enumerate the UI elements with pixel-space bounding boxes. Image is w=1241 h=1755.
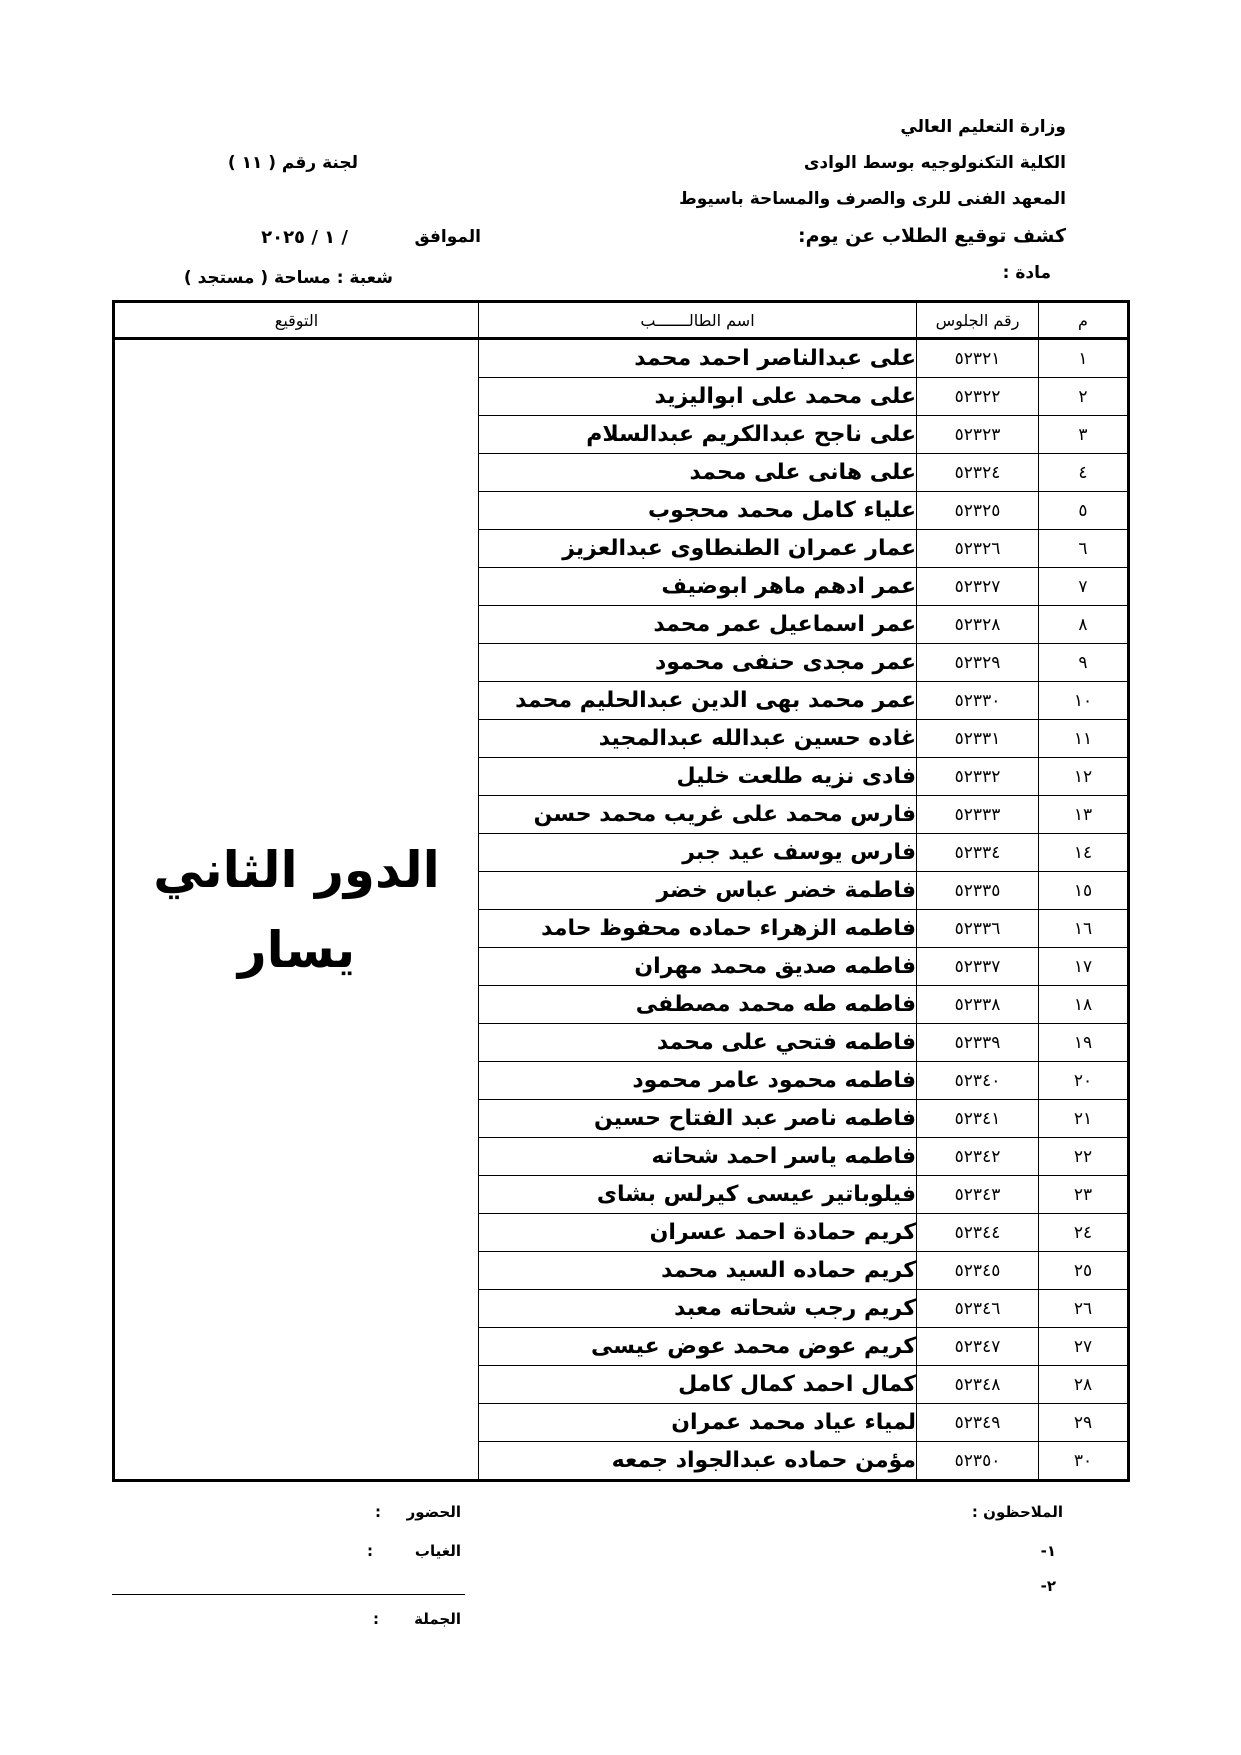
seat-number: ٥٢٣٥٠ <box>917 1442 1039 1481</box>
student-name: على محمد على ابواليزيد <box>479 378 917 416</box>
row-index: ٢٩ <box>1039 1404 1129 1442</box>
row-index: ٢١ <box>1039 1100 1129 1138</box>
student-name: فيلوباتير عيسى كيرلس بشاى <box>479 1176 917 1214</box>
seat-number: ٥٢٣٤٧ <box>917 1328 1039 1366</box>
table-header-row <box>114 302 1129 339</box>
student-name: فارس يوسف عيد جبر <box>479 834 917 872</box>
college-title: الكلية التكنولوجيه بوسط الوادى <box>803 153 1066 173</box>
exam-date: / ١ / ٢٠٢٥ <box>261 227 348 248</box>
seat-number: ٥٢٣٢٦ <box>917 530 1039 568</box>
row-index: ٧ <box>1039 568 1129 606</box>
student-name: كريم حمادة احمد عسران <box>479 1214 917 1252</box>
seat-number: ٥٢٣٤٥ <box>917 1252 1039 1290</box>
seat-number: ٥٢٣٢٨ <box>917 606 1039 644</box>
row-index: ٥ <box>1039 492 1129 530</box>
seat-number: ٥٢٣٣٤ <box>917 834 1039 872</box>
row-index: ١٩ <box>1039 1024 1129 1062</box>
round-note: الدور الثاني <box>153 840 440 899</box>
seat-number: ٥٢٣٢٣ <box>917 416 1039 454</box>
student-name: عمار عمران الطنطاوى عبدالعزيز <box>479 530 917 568</box>
observer-line-2: ٢- <box>1040 1577 1056 1595</box>
seat-number: ٥٢٣٣٩ <box>917 1024 1039 1062</box>
seat-number: ٥٢٣٤٢ <box>917 1138 1039 1176</box>
section-label: شعبة : مساحة ( مستجد ) <box>183 268 393 288</box>
row-index: ١٦ <box>1039 910 1129 948</box>
row-index: ١٧ <box>1039 948 1129 986</box>
side-note: يسار <box>237 920 356 979</box>
row-index: ٢٠ <box>1039 1062 1129 1100</box>
row-index: ٣ <box>1039 416 1129 454</box>
student-name: كمال احمد كمال كامل <box>479 1366 917 1404</box>
student-name: على عبدالناصر احمد محمد <box>479 339 917 378</box>
seat-number: ٥٢٣٢٢ <box>917 378 1039 416</box>
table-row <box>114 339 1129 378</box>
attendance-label: الحضور <box>406 1503 461 1521</box>
seat-number: ٥٢٣٢٧ <box>917 568 1039 606</box>
student-name: كريم حماده السيد محمد <box>479 1252 917 1290</box>
seat-number: ٥٢٣٣٧ <box>917 948 1039 986</box>
seat-number: ٥٢٣٣٠ <box>917 682 1039 720</box>
student-name: على هانى على محمد <box>479 454 917 492</box>
seat-number: ٥٢٣٤١ <box>917 1100 1039 1138</box>
student-name: غاده حسين عبدالله عبدالمجيد <box>479 720 917 758</box>
seat-number: ٥٢٣٤٣ <box>917 1176 1039 1214</box>
absence-label: الغياب <box>414 1542 461 1560</box>
ministry-title: وزارة التعليم العالي <box>900 117 1066 137</box>
attendance-table <box>112 300 1130 1482</box>
signature-cell[interactable] <box>114 339 479 1481</box>
student-name: فارس محمد على غريب محمد حسن <box>479 796 917 834</box>
row-index: ٢٦ <box>1039 1290 1129 1328</box>
student-name: علياء كامل محمد محجوب <box>479 492 917 530</box>
seat-number: ٥٢٣٢٥ <box>917 492 1039 530</box>
student-name: فادى نزيه طلعت خليل <box>479 758 917 796</box>
total-colon: : <box>373 1610 379 1628</box>
row-index: ١٤ <box>1039 834 1129 872</box>
seat-number: ٥٢٣٢١ <box>917 339 1039 378</box>
row-index: ١٠ <box>1039 682 1129 720</box>
seat-number: ٥٢٣٤٨ <box>917 1366 1039 1404</box>
row-index: ٦ <box>1039 530 1129 568</box>
row-index: ١٣ <box>1039 796 1129 834</box>
row-index: ٨ <box>1039 606 1129 644</box>
student-name: فاطمه طه محمد مصطفى <box>479 986 917 1024</box>
row-index: ٢٤ <box>1039 1214 1129 1252</box>
observers-label: الملاحظون : <box>971 1503 1063 1521</box>
student-name: كريم عوض محمد عوض عيسى <box>479 1328 917 1366</box>
table-body <box>114 339 1129 1481</box>
seat-number: ٥٢٣٤٩ <box>917 1404 1039 1442</box>
col-header-name: اسم الطالـــــــب <box>479 302 917 339</box>
subject-label: مادة : <box>1002 263 1051 283</box>
seat-number: ٥٢٣٣٢ <box>917 758 1039 796</box>
student-name: فاطمه الزهراء حماده محفوظ حامد <box>479 910 917 948</box>
student-name: عمر مجدى حنفى محمود <box>479 644 917 682</box>
student-name: فاطمه صديق محمد مهران <box>479 948 917 986</box>
total-divider <box>112 1594 465 1595</box>
student-name: فاطمه فتحي على محمد <box>479 1024 917 1062</box>
seat-number: ٥٢٣٣٣ <box>917 796 1039 834</box>
row-index: ٢٧ <box>1039 1328 1129 1366</box>
col-header-seat: رقم الجلوس <box>917 302 1039 339</box>
col-header-index: م <box>1039 302 1129 339</box>
student-name: عمر ادهم ماهر ابوضيف <box>479 568 917 606</box>
student-name: على ناجح عبدالكريم عبدالسلام <box>479 416 917 454</box>
institute-title: المعهد الفنى للرى والصرف والمساحة باسيوط <box>679 189 1066 209</box>
row-index: ٢٥ <box>1039 1252 1129 1290</box>
student-name: فاطمة خضر عباس خضر <box>479 872 917 910</box>
absence-colon: : <box>367 1542 373 1560</box>
seat-number: ٥٢٣٢٩ <box>917 644 1039 682</box>
student-name: مؤمن حماده عبدالجواد جمعه <box>479 1442 917 1481</box>
student-name: فاطمه ياسر احمد شحاته <box>479 1138 917 1176</box>
seat-number: ٥٢٣٣١ <box>917 720 1039 758</box>
row-index: ١٥ <box>1039 872 1129 910</box>
student-name: كريم رجب شحاته معبد <box>479 1290 917 1328</box>
student-name: لمياء عياد محمد عمران <box>479 1404 917 1442</box>
student-name: فاطمه ناصر عبد الفتاح حسين <box>479 1100 917 1138</box>
seat-number: ٥٢٣٤٦ <box>917 1290 1039 1328</box>
row-index: ٤ <box>1039 454 1129 492</box>
row-index: ١ <box>1039 339 1129 378</box>
col-header-signature: التوقيع <box>114 302 479 339</box>
row-index: ١٢ <box>1039 758 1129 796</box>
observer-line-1: ١- <box>1040 1542 1056 1560</box>
seat-number: ٥٢٣٢٤ <box>917 454 1039 492</box>
row-index: ٣٠ <box>1039 1442 1129 1481</box>
row-index: ٢٢ <box>1039 1138 1129 1176</box>
seat-number: ٥٢٣٣٨ <box>917 986 1039 1024</box>
committee-number: لجنة رقم ( ١١ ) <box>227 153 358 173</box>
student-name: عمر محمد بهى الدين عبدالحليم محمد <box>479 682 917 720</box>
student-name: عمر اسماعيل عمر محمد <box>479 606 917 644</box>
seat-number: ٥٢٣٣٥ <box>917 872 1039 910</box>
row-index: ٩ <box>1039 644 1129 682</box>
seat-number: ٥٢٣٣٦ <box>917 910 1039 948</box>
row-index: ١١ <box>1039 720 1129 758</box>
row-index: ٢ <box>1039 378 1129 416</box>
student-name: فاطمه محمود عامر محمود <box>479 1062 917 1100</box>
row-index: ١٨ <box>1039 986 1129 1024</box>
attendance-colon: : <box>375 1503 381 1521</box>
seat-number: ٥٢٣٤٤ <box>917 1214 1039 1252</box>
total-label: الجملة <box>414 1610 461 1628</box>
row-index: ٢٨ <box>1039 1366 1129 1404</box>
row-index: ٢٣ <box>1039 1176 1129 1214</box>
sheet-title: كشف توقيع الطلاب عن يوم: <box>797 225 1066 247</box>
date-label: الموافق <box>414 227 481 247</box>
seat-number: ٥٢٣٤٠ <box>917 1062 1039 1100</box>
